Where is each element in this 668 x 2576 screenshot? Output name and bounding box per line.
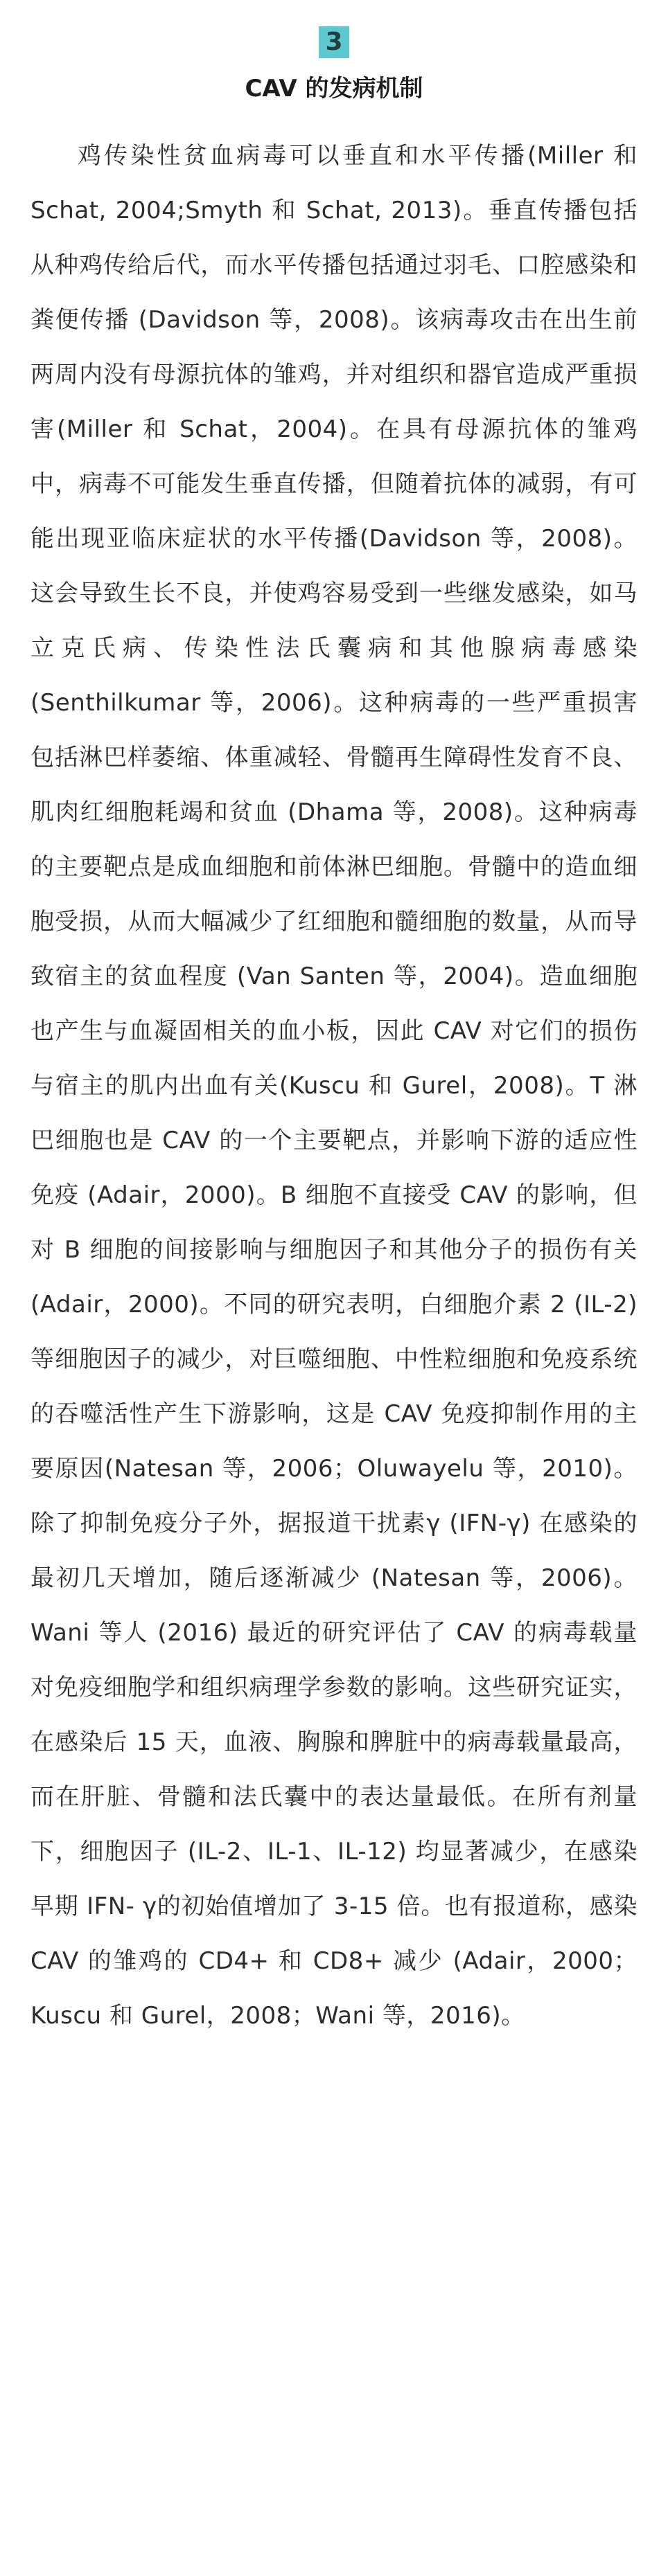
section-title: CAV 的发病机制 bbox=[245, 75, 423, 102]
section-number-badge: 3 bbox=[319, 26, 349, 58]
body-paragraph: 鸡传染性贫血病毒可以垂直和水平传播(Miller 和 Schat, 2004;Smyth 和 Schat, 2013)。垂直传播包括从种鸡传给后代，而水平传播包括通过羽毛、口腔感染和粪便传播 (Davidson 等，2008)。该病毒攻击在出生前两周内没有母源抗体的雏鸡，并对组织和器官造成严重损害(Miller 和 Schat，2004)。在具有母源抗体的雏鸡中，病毒不可能发生垂直传播，但随着抗体的减弱，有可能出现亚临床症状的水平传播(Davidson 等，2008)。这会导致生长不良，并使鸡容易受到一些继发感染，如马立克氏病、传染性法氏囊病和其他腺病毒感染 (Senthilkumar 等，2006)。这种病毒的一些严重损害包括淋巴样萎缩、体重减轻、骨髓再生障碍性发育不良、肌肉红细胞耗竭和贫血 (Dhama 等，2008)。这种病毒的主要靶点是成血细胞和前体淋巴细胞。骨髓中的造血细胞受损，从而大幅减少了红细胞和髓细胞的数量，从而导致宿主的贫血程度 (Van Santen 等，2004)。造血细胞也产生与血凝固相关的血小板，因此 CAV 对它们的损伤与宿主的肌内出血有关(Kuscu 和 Gurel，2008)。T 淋巴细胞也是 CAV 的一个主要靶点，并影响下游的适应性免疫 (Adair，2000)。B 细胞不直接受 CAV 的影响，但对 B 细胞的间接影响与细胞因子和其他分子的损伤有关 (Adair，2000)。不同的研究表明，白细胞介素 2 (IL-2) 等细胞因子的减少，对巨噬细胞、中性粒细胞和免疫系统的吞噬活性产生下游影响，这是 CAV 免疫抑制作用的主要原因(Natesan 等，2006；Oluwayelu 等，2010)。除了抑制免疫分子外，据报道干扰素γ (IFN-γ) 在感染的最初几天增加，随后逐渐减少 (Natesan 等，2006)。Wani 等人 (2016) 最近的研究评估了 CAV 的病毒载量对免疫细胞学和组织病理学参数的影响。这些研究证实，在感染后 15 天，血液、胸腺和脾脏中的病毒载量最高，而在肝脏、骨髓和法氏囊中的表达量最低。在所有剂量下，细胞因子 (IL-2、IL-1、IL-12) 均显著减少，在感染早期 IFN- γ的初始值增加了 3-15 倍。也有报道称，感染 CAV 的雏鸡的 CD4+ 和 CD8+ 减少 (Adair，2000；Kuscu 和 Gurel，2008；Wani 等，2016)。 bbox=[30, 142, 638, 2030]
